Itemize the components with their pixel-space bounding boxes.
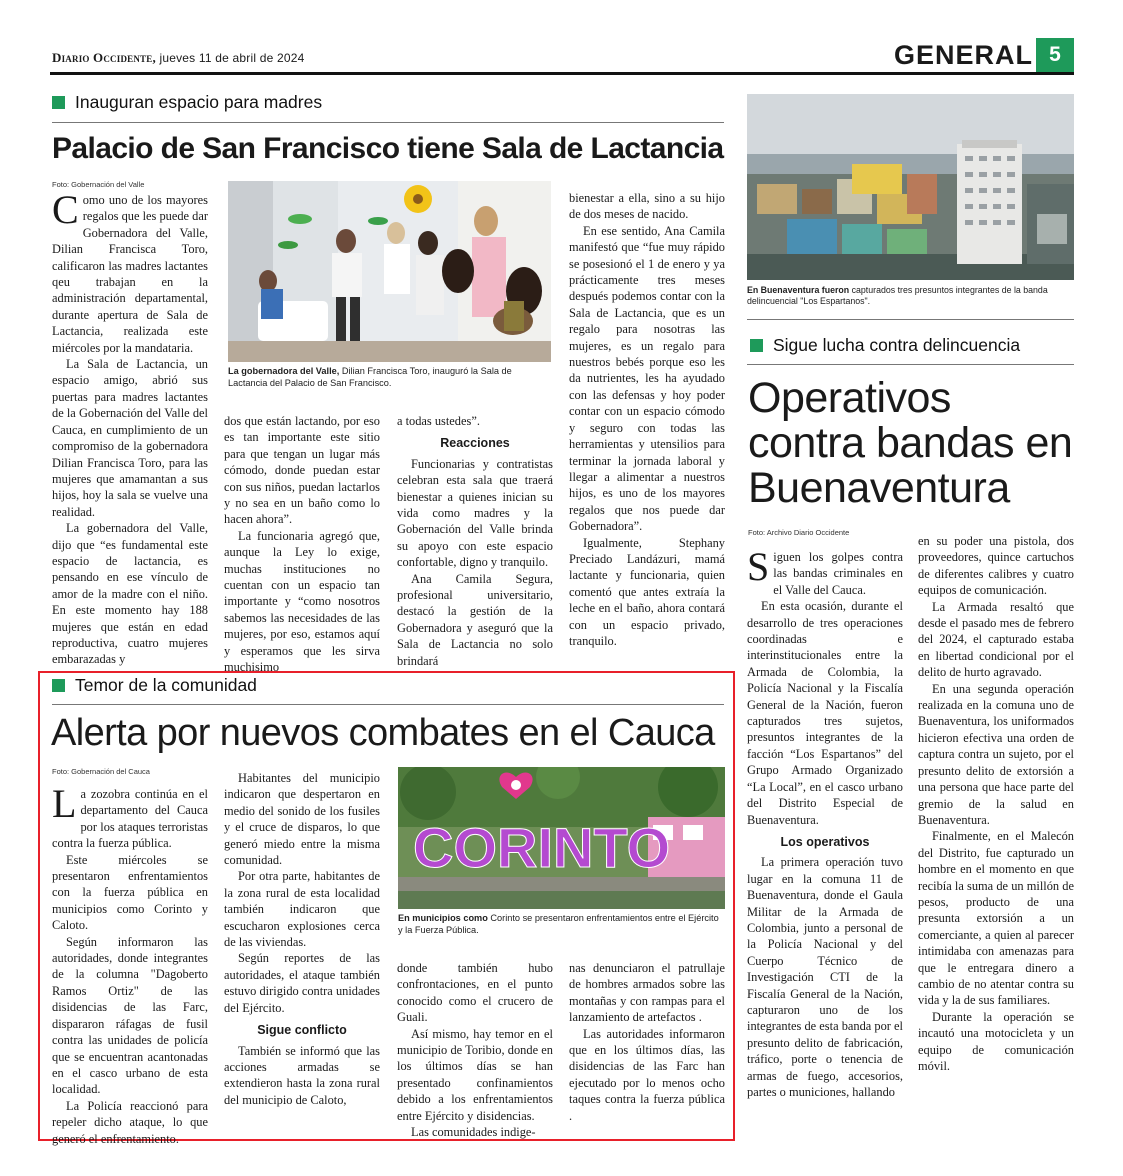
article3-col4-p1: nas denunciaron el patrullaje de hombres armados sobre las montañas y con rampas para el lanzamiento de artefactos . — [569, 961, 725, 1025]
article3-col4-p2: Las autoridades informaron que en los últimos días, las disidencias de las Farc han ejecutado por lo menos ocho taques contra la fuerza pública . — [569, 1026, 725, 1123]
article1-col2-p2: La funcionaria agregó que, aunque la Ley lo exige, muchas instituciones no cuentan con un espacio tan importante y “como nosotros sabemos las necesidades de las mujeres, por eso, estamos aquí y esperamos que les sirva muchisimo — [224, 528, 380, 675]
article3-photo — [398, 767, 725, 909]
article1-column-2 — [224, 413, 380, 676]
article2-kicker-text: Sigue lucha contra delincuencia — [773, 335, 1021, 355]
green-square-icon — [750, 339, 763, 352]
article1-dropcap: C — [52, 187, 79, 232]
article2-caption-text: capturados tres presuntos integrantes de la banda delincuencial "Los Espartanos". — [747, 285, 1048, 306]
article1-column-3 — [397, 413, 553, 669]
article2-subhead: Los operativos — [780, 834, 870, 849]
article3-column-2 — [224, 770, 380, 1108]
article1-col3-p1: a todas ustedes”. — [397, 414, 480, 428]
article1-caption-text: Dilian Francisca Toro, inauguró la Sala de Lactancia del Palacio de San Francisco. — [228, 366, 512, 388]
article1-col3-p2: Funcionarias y contratistas celebran esta sala que traerá bienestar a quienes inician su vida como madres y la Gobernación del Valle brinda su apoyo con este espacio confortable, digno y tranquilo. — [397, 456, 553, 570]
article2-col1-p1: iguen los golpes contra las bandas criminales en el Valle del Cauca. — [773, 550, 903, 597]
article3-col1-p3: Según informaron las autoridades, donde integrantes de la columna "Dagoberto Ramos Ortiz" de las disidencias de las Farc, dispararon ráfagas de fusil contra las unidades de policía que se encuentran acantonadas en el casco urbano de esta localidad. — [52, 934, 208, 1097]
article2-col2-p4: Finalmente, en el Malecón del Distrito, fue capturado un hombre en el momento en que recibía la suma de un millón de pesos, producto de una presunta extorsión a un comerciante, a quien al parecer intimidaba con amenazas para que le entregara dinero a cambio de no atentar contra su vida y la de sus familiares. — [918, 829, 1074, 1008]
article1-photo — [228, 181, 551, 362]
article2-column-2 — [918, 533, 1074, 1074]
green-square-icon — [52, 679, 65, 692]
article1-subhead: Reacciones — [440, 436, 510, 451]
article3-col3-p3: Las comunidades indige- — [411, 1125, 536, 1140]
article2-photo-credit: Foto: Archivo Diario Occidente — [748, 528, 850, 537]
article3-col2-p1: Habitantes del municipio indicaron que despertaron en medio del sonido de los fusiles y el cruce de disparos, lo que generó miedo entre la misma comunidad. — [224, 771, 380, 868]
article3-col1-p4: La Policía reaccionó para repeler dicho ataque, lo que generó el enfrentamiento. — [52, 1098, 208, 1146]
article2-top-rule — [747, 319, 1074, 320]
article1-kicker — [52, 92, 322, 113]
article3-col1-p1: a zozobra continúa en el departamento del Cauca por los ataques terroristas contra la fuerza pública. — [52, 787, 208, 851]
section-title: GENERAL — [893, 40, 1033, 70]
article3-caption — [398, 913, 725, 936]
article3-col3-p2: Así mismo, hay temor en el municipio de Toribio, donde en los últimos días se han presentado confinamientos debido a los enfrentamientos entre Ejército y disidencias. — [397, 1026, 553, 1123]
article2-col2-p3: En una segunda operación realizada en la comuna uno de Buenaventura, los uniformados hicieron efectiva una orden de captura contra un sujeto, por el presunto delito de extorsión a una persona que hace parte del gremio de la salud en Buenaventura. — [918, 681, 1074, 827]
article3-kicker-text: Temor de la comunidad — [75, 675, 257, 695]
article3-subhead: Sigue conflicto — [257, 1023, 347, 1038]
article2-kicker-rule — [747, 364, 1074, 365]
article1-column-4 — [569, 190, 725, 649]
article3-column-3 — [397, 960, 553, 1140]
article1-kicker-rule — [52, 122, 724, 123]
article3-headline: Alerta por nuevos combates en el Cauca — [51, 712, 715, 754]
article1-col4-p1: bienestar a ella, sino a su hijo de dos meses de nacido. — [569, 191, 725, 222]
article2-col2-p5: Durante la operación se incautó una motocicleta y un equipo de comunicación móvil. — [918, 1009, 1074, 1073]
article1-photo-credit: Foto: Gobernación del Valle — [52, 180, 145, 189]
page-number: 5 — [1036, 38, 1074, 72]
article1-col3-p3: Ana Camila Segura, profesional universitario, destacó la gestión de la Gobernadora y aseguró que la Sala de Lactancia no solo brindará — [397, 571, 553, 668]
article1-col1-p1: omo uno de los mayores regalos que les puede dar Gobernadora del Valle, Dilian Francisca Toro, calificaron las madres lactantes qeu trabajan en la administración departamental, durante apertura de Sala de Lactancia, realizada este miércoles por la mandataria. — [52, 193, 208, 355]
article2-headline: Operativos contra bandas en Buenaventura — [748, 374, 1073, 512]
article1-col4-p3: Igualmente, Stephany Preciado Landázuri, mamá lactante y funcionaria, quien comentó que antes extraía la leche en el baño, ahora contará con un espacio privado, tranquilo. — [569, 535, 725, 648]
article1-col4-p2: En ese sentido, Ana Camila manifestó que “fue muy rápido se posesionó el 1 de enero y ya prácticamente tres meses después podemos contar con la Sala de Lactancia, que es un regalo para nosotras las mujeres, es un regalo para nuestros bebés porque eso les da nutrientes, les ha ayudado con las defensas y hoy poder contar con un espacio cómodo y seguro con todas las herramientas y utensilios para terminar la jornada laboral y llegar a alimentar a nuestros hijos, es uno de los mayores regalos que nos puede dar Gobernadora”. — [569, 223, 725, 534]
article1-column-1 — [52, 187, 208, 668]
corinto-sign: CORINTO — [413, 816, 671, 879]
article2-col1-p3: La primera operación tuvo lugar en la comuna 11 de Buenaventura, donde el Gaula Militar de la Armada de Colombia, junto a personal de la Policía Nacional y del Cuerpo Técnico de Investigación CTI de la Fiscalía General de la Nación, capturaron uno de los integrantes de esta banda por el presunto delito de fabricación, tráfico, porte o tenencia de armas de fuego, accesorios, partes o municiones, hallando — [747, 855, 903, 1099]
article3-column-4 — [569, 960, 725, 1124]
article3-dropcap: L — [52, 781, 77, 826]
article3-col3-p1: donde también hubo confrontaciones, en el punto conocido como el crucero de Guali. — [397, 961, 553, 1025]
article1-caption-bold: La gobernadora del Valle, — [228, 366, 340, 376]
article1-headline: Palacio de San Francisco tiene Sala de Lactancia — [52, 132, 724, 165]
paper-name: Diario Occidente, — [52, 50, 156, 65]
article3-col2-p2: Por otra parte, habitantes de la zona rural de esta localidad también indicaron que escucharon explosiones cerca de las viviendas. — [224, 869, 380, 950]
article2-col1-p2: En esta ocasión, durante el desarrollo de tres operaciones coordinadas e interinstitucionales entre la Armada de Colombia, la Policía Nacional y la Fiscalía General de la Nación, fueron capturados tres sujetos, presuntos integrantes de la facción “Los Espartanos” del Grupo Armado Organizado “La Local”, en el casco urbano del Distrito Especial de Buenaventura. — [747, 599, 903, 827]
masthead — [52, 50, 305, 66]
article1-col2-p1: dos que están lactando, por eso es tan importante este sitio para que tengan un lugar más cómodo, donde puedan estar con sus niños, puedan lactarlos y no sea en un baño como lo hacen ahora”. — [224, 414, 380, 527]
green-square-icon — [52, 96, 65, 109]
article2-kicker — [750, 335, 1020, 356]
article3-caption-text: Corinto se presentaron enfrentamientos entre el Ejército y la Fuerza Pública. — [398, 913, 719, 935]
article3-col1-p2: Este miércoles se presentaron enfrentamientos con la fuerza pública en municipios como Corinto y Caloto. — [52, 852, 208, 933]
article3-col2-p3: Según reportes de las autoridades, el ataque también estuvo dirigido contra unidades del Ejército. — [224, 951, 380, 1015]
article3-caption-bold: En municipios como — [398, 913, 488, 923]
article3-kicker — [52, 675, 257, 696]
article3-col2-p4: También se informó que las acciones armadas se extendieron hasta la zona rural del municipio de Caloto, — [224, 1043, 380, 1107]
article3-column-1 — [52, 781, 208, 1147]
article2-dropcap: S — [747, 544, 770, 589]
article2-caption — [747, 285, 1074, 307]
article2-col2-p1: en su poder una pistola, dos proveedores, quince cartuchos de diferentes calibres y cuatro equipos de comunicación. — [918, 534, 1074, 598]
article1-col1-p2: La Sala de Lactancia, un espacio amigo, abrió sus puertas para madres lactantes de la Gobernación del Valle del Cauca, en cumplimiento de un compromiso de la gobernadora Dilian Francisca Toro, para las mujeres que amamantan a sus hijos, hoy la sala se vuelve una realidad. — [52, 357, 208, 519]
article3-kicker-rule — [52, 704, 724, 705]
article2-caption-bold: En Buenaventura fueron — [747, 285, 850, 295]
article2-col2-p2: La Armada resaltó que desde el pasado mes de febrero del 2024, el capturado estaba en libertad condicional por el delito de hurto agravado. — [918, 599, 1074, 680]
article1-caption — [228, 366, 551, 389]
article3-photo-credit: Foto: Gobernación del Cauca — [52, 767, 150, 776]
article2-photo — [747, 94, 1074, 280]
article1-kicker-text: Inauguran espacio para madres — [75, 92, 323, 112]
issue-date: jueves 11 de abril de 2024 — [155, 51, 305, 65]
header-rule — [50, 72, 1074, 75]
article2-column-1 — [747, 544, 903, 1100]
article1-col1-p3: La gobernadora del Valle, dijo que “es fundamental este espacio de lactancia, es pensando en ese vínculo de amor de la madre con el niño. En este momento hay 188 mujeres que están en edad reproductiva, cuatro mujeres embarazadas y — [52, 521, 208, 667]
